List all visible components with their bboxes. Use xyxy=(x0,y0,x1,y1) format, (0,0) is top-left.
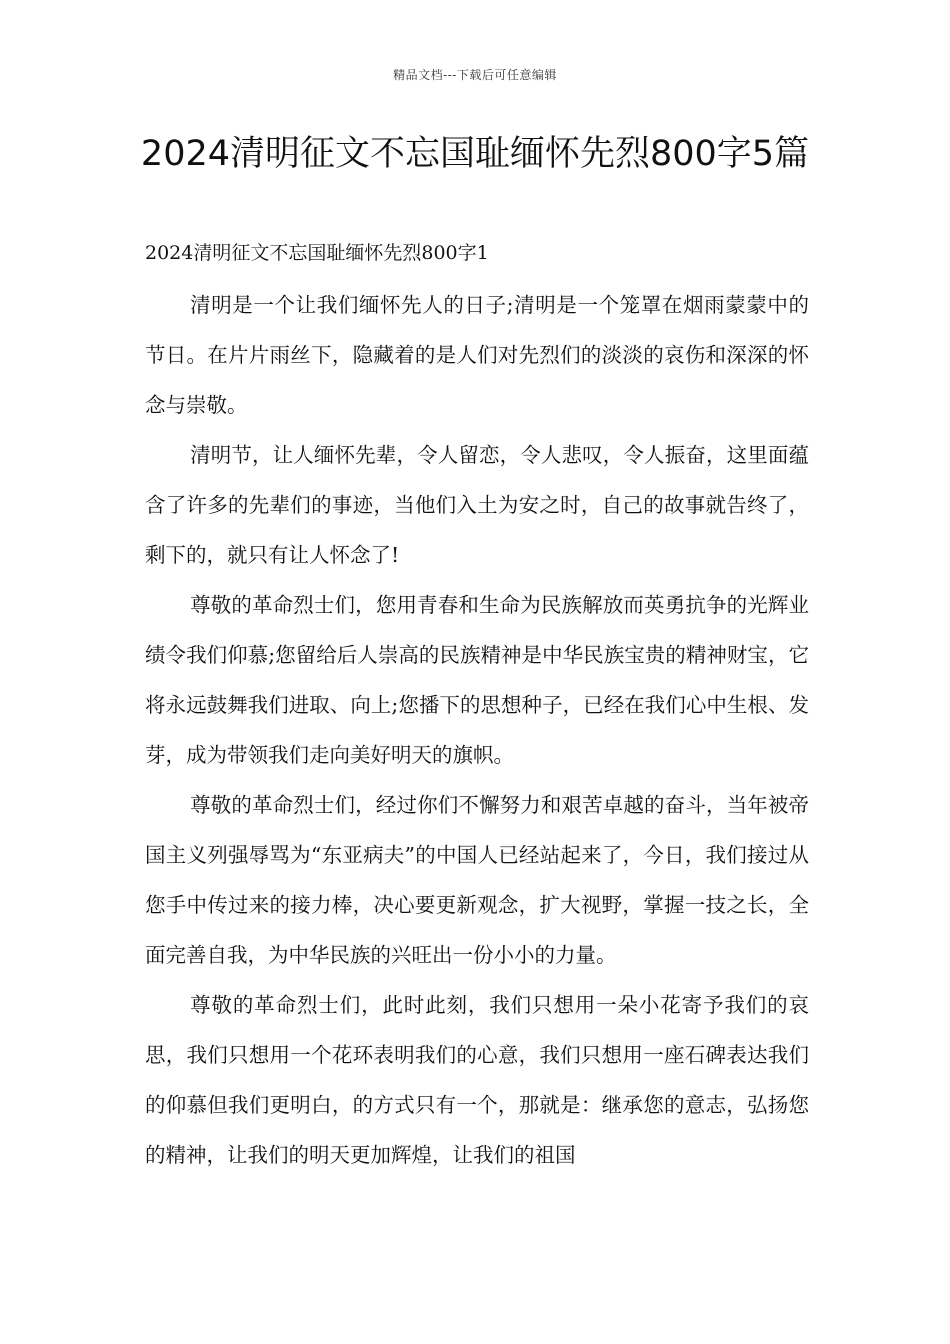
document-body xyxy=(145,238,809,1180)
header-note: 精品文档---下载后可任意编辑 xyxy=(393,68,557,82)
paragraph-2: 清明节，让人缅怀先辈，令人留恋，令人悲叹，令人振奋，这里面蕴含了许多的先辈们的事迹，当他们入土为安之时，自己的故事就告终了，剩下的，就只有让人怀念了! xyxy=(145,443,809,567)
paragraph-5: 尊敬的革命烈士们，此时此刻，我们只想用一朵小花寄予我们的哀思，我们只想用一个花环表明我们的心意，我们只想用一座石碑表达我们的仰慕但我们更明白，的方式只有一个，那就是：继承您的意志，弘扬您的精神，让我们的明天更加辉煌，让我们的祖国 xyxy=(145,993,809,1167)
paragraph-1: 清明是一个让我们缅怀先人的日子;清明是一个笼罩在烟雨蒙蒙中的节日。在片片雨丝下，隐藏着的是人们对先烈们的淡淡的哀伤和深深的怀念与崇敬。 xyxy=(145,293,809,417)
document-title: 2024清明征文不忘国耻缅怀先烈800字5篇 xyxy=(140,134,810,174)
paragraph-4: 尊敬的革命烈士们，经过你们不懈努力和艰苦卓越的奋斗，当年被帝国主义列强辱骂为“东亚病夫”的中国人已经站起来了，今日，我们接过从您手中传过来的接力棒，决心要更新观念，扩大视野，掌握一技之长，全面完善自我，为中华民族的兴旺出一份小小的力量。 xyxy=(145,793,809,967)
paragraph-3: 尊敬的革命烈士们，您用青春和生命为民族解放而英勇抗争的光辉业绩令我们仰慕;您留给后人崇高的民族精神是中华民族宝贵的精神财宝，它将永远鼓舞我们进取、向上;您播下的思想种子，已经在我们心中生根、发芽，成为带领我们走向美好明天的旗帜。 xyxy=(145,593,809,767)
section-subtitle: 2024清明征文不忘国耻缅怀先烈800字1 xyxy=(145,242,489,264)
